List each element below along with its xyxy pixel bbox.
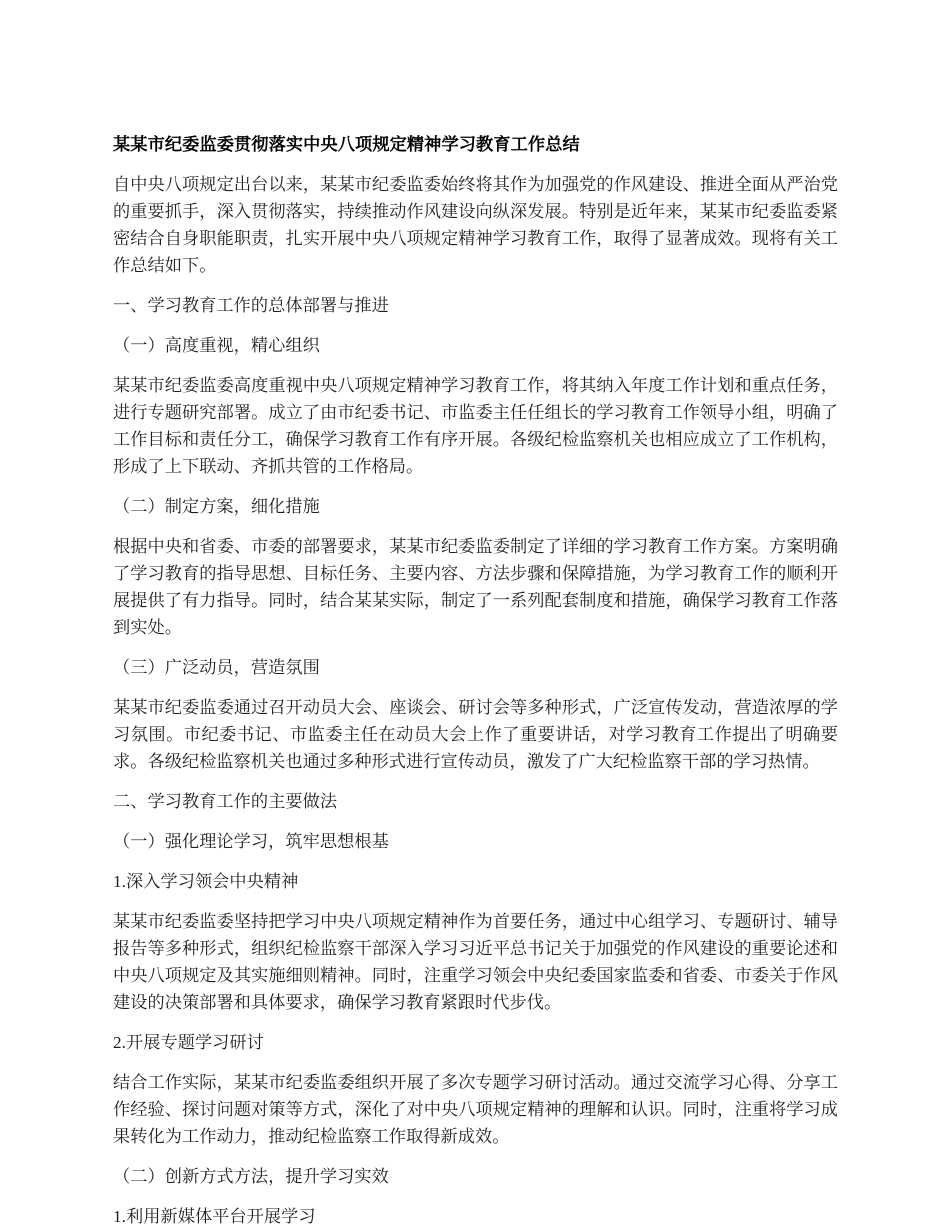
section-heading: 二、学习教育工作的主要做法 (113, 792, 338, 811)
section-heading: 1.利用新媒体平台开展学习 (113, 1207, 316, 1226)
paragraph: 某某市纪委监委通过召开动员大会、座谈会、研讨会等多种形式，广泛宣传发动，营造浓厚的学习氛围。市纪委书记、市监委主任在动员大会上作了重要讲话，对学习教育工作提出了明确要求。各级纪检监察机关也通过多种形式进行宣传动员，激发了广大纪检监察干部的学习热情。 (113, 698, 838, 771)
paragraph: 自中央八项规定出台以来，某某市纪委监委始终将其作为加强党的作风建设、推进全面从严治党的重要抓手，深入贯彻落实，持续推动作风建设向纵深发展。特别是近年来，某某市纪委监委紧密结合自身职能职责，扎实开展中央八项规定精神学习教育工作，取得了显著成效。现将有关工作总结如下。 (113, 175, 838, 275)
section-heading: 2.开展专题学习研讨 (113, 1033, 264, 1052)
paragraph: 某某市纪委监委高度重视中央八项规定精神学习教育工作，将其纳入年度工作计划和重点任务，进行专题研究部署。成立了由市纪委书记、市监委主任任组长的学习教育工作领导小组，明确了工作目标和责任分工，确保学习教育工作有序开展。各级纪检监察机关也相应成立了工作机构，形成了上下联动、齐抓共管的工作格局。 (113, 376, 838, 476)
section-heading: （一）高度重视，精心组织 (113, 336, 320, 355)
page-title: 某某市纪委监委贯彻落实中央八项规定精神学习教育工作总结 (113, 135, 580, 154)
document-body (113, 171, 838, 1230)
section-heading: （三）广泛动员，营造氛围 (113, 658, 320, 677)
section-heading: 1.深入学习领会中央精神 (113, 872, 299, 891)
section-heading: 一、学习教育工作的总体部署与推进 (113, 296, 389, 315)
section-heading: （二）创新方式方法，提升学习实效 (113, 1167, 389, 1186)
paragraph: 某某市纪委监委坚持把学习中央八项规定精神作为首要任务，通过中心组学习、专题研讨、辅导报告等多种形式，组织纪检监察干部深入学习习近平总书记关于加强党的作风建设的重要论述和中央八项规定及其实施细则精神。同时，注重学习领会中央纪委国家监委和省委、市委关于作风建设的决策部署和具体要求，确保学习教育紧跟时代步伐。 (113, 912, 838, 1012)
paragraph: 结合工作实际，某某市纪委监委组织开展了多次专题学习研讨活动。通过交流学习心得、分享工作经验、探讨问题对策等方式，深化了对中央八项规定精神的理解和认识。同时，注重将学习成果转化为工作动力，推动纪检监察工作取得新成效。 (113, 1073, 838, 1146)
paragraph: 根据中央和省委、市委的部署要求，某某市纪委监委制定了详细的学习教育工作方案。方案明确了学习教育的指导思想、目标任务、主要内容、方法步骤和保障措施，为学习教育工作的顺利开展提供了有力指导。同时，结合某某实际，制定了一系列配套制度和措施，确保学习教育工作落到实处。 (113, 537, 838, 637)
section-heading: （二）制定方案，细化措施 (113, 497, 320, 516)
section-heading: （一）强化理论学习，筑牢思想根基 (113, 832, 389, 851)
